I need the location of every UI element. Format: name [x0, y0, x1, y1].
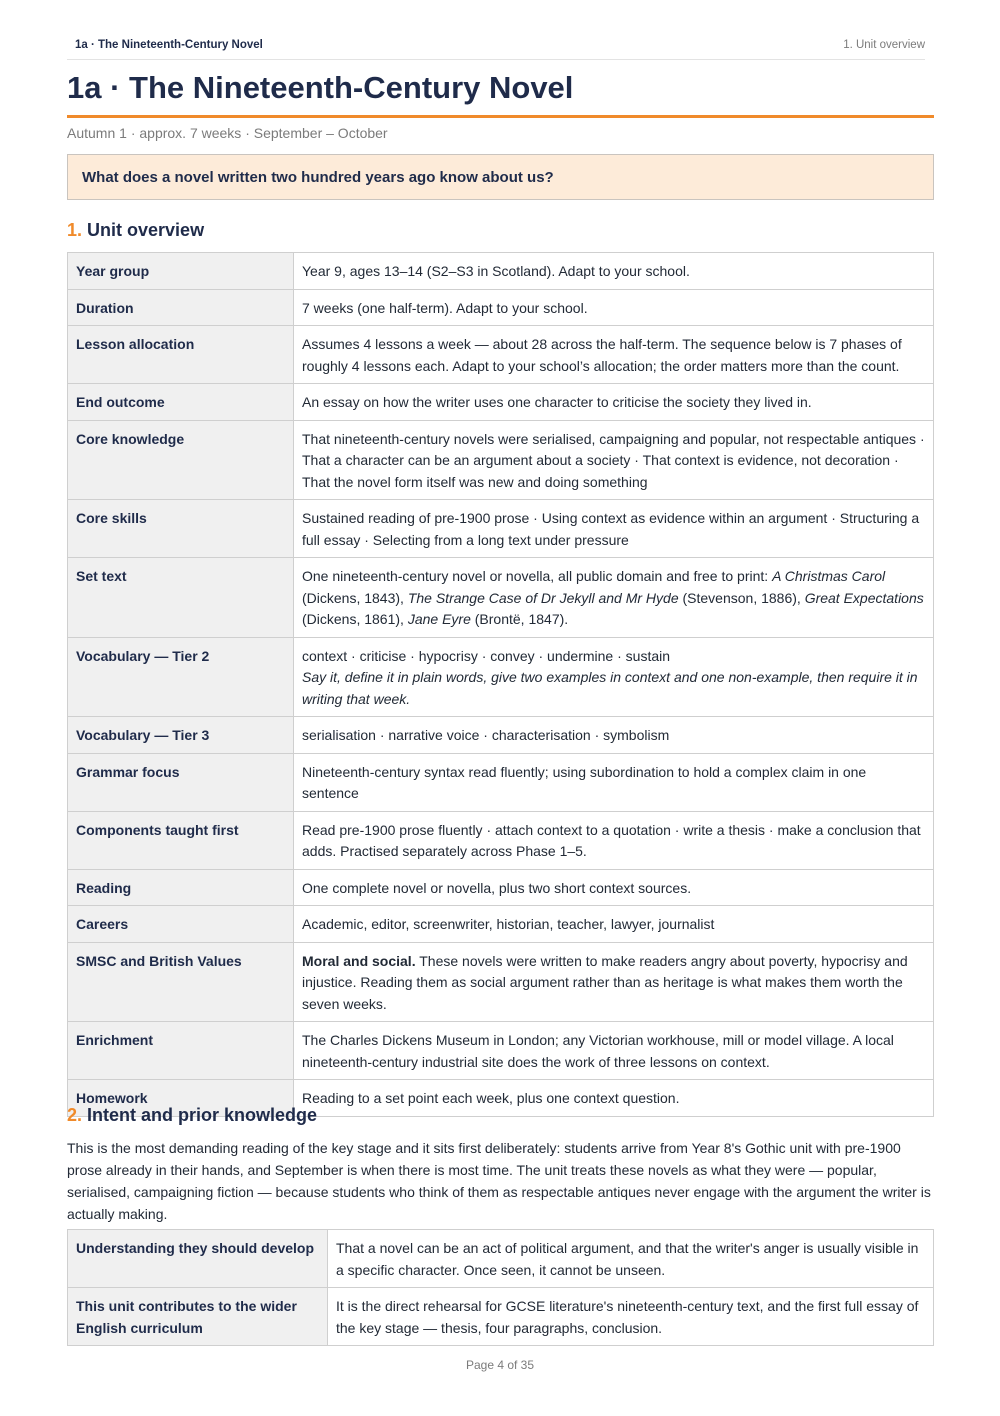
smsc-lead: Moral and social.: [302, 952, 416, 969]
set-text-author: (Brontë, 1847).: [470, 611, 569, 627]
row-value: It is the direct rehearsal for GCSE literature's nineteenth-century text, and the first full essay of the key stage — thesis, four paragraphs, conclusion.: [328, 1288, 934, 1346]
table-row: [68, 906, 934, 943]
row-label: Grammar focus: [68, 753, 294, 811]
row-label: Homework: [68, 1080, 294, 1117]
table-row: [68, 717, 934, 754]
table-row: [68, 942, 934, 1022]
row-label: Duration: [68, 289, 294, 326]
row-label: SMSC and British Values: [68, 942, 294, 1022]
row-label: Set text: [68, 558, 294, 638]
table-row: [68, 500, 934, 558]
row-label: Vocabulary — Tier 2: [68, 637, 294, 717]
table-row: [68, 811, 934, 869]
big-question-box: [67, 154, 934, 200]
row-value: Academic, editor, screenwriter, historian, teacher, lawyer, journalist: [294, 906, 934, 943]
unit-overview-table: [67, 252, 934, 1117]
row-label: Year group: [68, 253, 294, 290]
vocab-words: context · criticise · hypocrisy · convey · undermine · sustain: [302, 647, 671, 664]
section-number: 2.: [67, 1105, 83, 1125]
row-value: Reading to a set point each week, plus one context question.: [294, 1080, 934, 1117]
section-number: 1.: [67, 220, 83, 240]
set-text-title: Great Expectations: [804, 589, 924, 606]
row-value: That a novel can be an act of political argument, and that the writer's anger is usually visible in a specific character. Once seen, it cannot be unseen.: [328, 1230, 934, 1288]
running-header-title: 1a · The Nineteenth-Century Novel: [75, 39, 263, 51]
set-text-author: (Dickens, 1861),: [302, 611, 408, 627]
table-row: [68, 869, 934, 906]
row-label: Core knowledge: [68, 420, 294, 500]
row-label: End outcome: [68, 384, 294, 421]
row-value: 7 weeks (one half-term). Adapt to your school.: [294, 289, 934, 326]
table-row: [68, 753, 934, 811]
page-subtitle: Autumn 1 · approx. 7 weeks · September – October: [67, 125, 388, 141]
table-row: [68, 1022, 934, 1080]
set-text-author: (Stevenson, 1886),: [678, 589, 805, 606]
table-row: [68, 420, 934, 500]
set-text-author: (Dickens, 1843),: [302, 589, 408, 606]
page-number: Page 4 of 35: [465, 1358, 535, 1372]
set-text-title: Jane Eyre: [407, 611, 471, 627]
row-label: Lesson allocation: [68, 326, 294, 384]
row-value-vocab: [294, 637, 934, 717]
row-label: This unit contributes to the wider English curriculum: [68, 1288, 328, 1346]
row-value: The Charles Dickens Museum in London; any Victorian workhouse, mill or model village. A local nineteenth-century industrial site does the work of three lessons on context.: [294, 1022, 934, 1080]
row-value: Assumes 4 lessons a week — about 28 across the half-term. The sequence below is 7 phases of roughly 4 lessons each. Adapt to your school’s allocation; the order matters more than the count.: [294, 326, 934, 384]
table-row: [68, 384, 934, 421]
running-header: [67, 38, 925, 60]
section-heading-unit-overview: [67, 220, 204, 241]
table-row: [68, 1288, 934, 1346]
table-row: [68, 253, 934, 290]
section-title: Unit overview: [87, 220, 205, 240]
row-value: Nineteenth-century syntax read fluently; using subordination to hold a complex claim in one sentence: [294, 753, 934, 811]
section-title: Intent and prior knowledge: [87, 1105, 318, 1125]
row-value: Read pre-1900 prose fluently · attach context to a quotation · write a thesis · make a conclusion that adds. Practised separately across Phase 1–5.: [294, 811, 934, 869]
set-text-intro: One nineteenth-century novel or novella, all public domain and free to print:: [302, 568, 773, 584]
row-value: One complete novel or novella, plus two short context sources.: [294, 869, 934, 906]
table-row: [68, 637, 934, 717]
row-value-set-text: [294, 558, 934, 638]
row-label: Careers: [68, 906, 294, 943]
row-label: Components taught first: [68, 811, 294, 869]
running-header-section: 1. Unit overview: [843, 39, 925, 51]
intent-paragraph: This is the most demanding reading of the key stage and it sits first deliberately: students arrive from Year 8's Gothic unit with pre-1900 prose already in their hands, and September is when there is most time. The unit treats these novels as what they were — popular, serialised, campaigning fiction — because students who think of them as respectable antiques never engage with the argument the writer is actually making.: [67, 1140, 931, 1222]
row-value: An essay on how the writer uses one character to criticise the society they lived in.: [294, 384, 934, 421]
table-row: [68, 558, 934, 638]
smsc-text: These novels were written to make readers angry about poverty, hypocrisy and injustice. Reading them as social argument rather than as heritage is what makes them worth the seven weeks.: [302, 952, 908, 1012]
section-heading-intent: [67, 1105, 317, 1126]
row-label: Understanding they should develop: [68, 1230, 328, 1288]
table-row: [68, 326, 934, 384]
vocab-note: Say it, define it in plain words, give two examples in context and one non-example, then require it in writing that week.: [302, 669, 918, 707]
row-label: Vocabulary — Tier 3: [68, 717, 294, 754]
table-row: [68, 289, 934, 326]
set-text-title: A Christmas Carol: [772, 568, 886, 584]
big-question-text: What does a novel written two hundred years ago know about us?: [82, 169, 554, 186]
row-label: Reading: [68, 869, 294, 906]
row-label: Enrichment: [68, 1022, 294, 1080]
row-value: That nineteenth-century novels were serialised, campaigning and popular, not respectable antiques · That a character can be an argument about a society · That context is evidence, not decoration · That the novel form itself was new and doing something: [294, 420, 934, 500]
row-value: serialisation · narrative voice · characterisation · symbolism: [294, 717, 934, 754]
table-row: [68, 1230, 934, 1288]
row-value-smsc: [294, 942, 934, 1022]
title-underline: [67, 115, 934, 118]
set-text-title: The Strange Case of Dr Jekyll and Mr Hyde: [407, 589, 679, 606]
row-value: Year 9, ages 13–14 (S2–S3 in Scotland). Adapt to your school.: [294, 253, 934, 290]
row-label: Core skills: [68, 500, 294, 558]
page-title: 1a · The Nineteenth-Century Novel: [67, 70, 574, 105]
intent-table: [67, 1229, 934, 1346]
row-value: Sustained reading of pre-1900 prose · Using context as evidence within an argument · Structuring a full essay · Selecting from a long text under pressure: [294, 500, 934, 558]
